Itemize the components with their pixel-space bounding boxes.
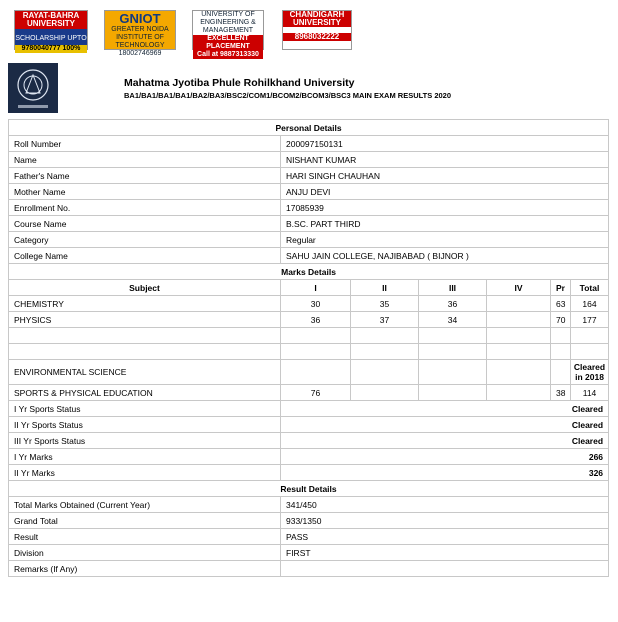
- university-title: Mahatma Jyotiba Phule Rohilkhand University: [124, 77, 355, 89]
- table-row: [9, 401, 609, 417]
- col-header: IV: [487, 280, 551, 296]
- table-row: [9, 545, 609, 561]
- row-label: Category: [9, 232, 281, 248]
- row-value: 17085939: [281, 200, 609, 216]
- mark-cell: 34: [419, 312, 487, 328]
- university-logo: [8, 63, 58, 113]
- col-header: Subject: [9, 280, 281, 296]
- mark-cell: 30: [281, 296, 351, 312]
- table-row: [9, 136, 609, 152]
- empty-row: [9, 344, 609, 360]
- table-row: [9, 561, 609, 577]
- table-row: [9, 433, 609, 449]
- ad-contact: 9780040777 100%: [15, 45, 87, 53]
- total-cell: Cleared in 2018: [571, 360, 609, 385]
- table-row: [9, 248, 609, 264]
- col-header: II: [351, 280, 419, 296]
- table-row: [9, 360, 609, 385]
- table-row: [9, 296, 609, 312]
- row-value: B.SC. PART THIRD: [281, 216, 609, 232]
- col-header: III: [419, 280, 487, 296]
- table-row: [9, 184, 609, 200]
- row-value: 326: [281, 465, 609, 481]
- ad-contact: Call at 9887313330: [193, 51, 263, 59]
- marks-header-row: [9, 280, 609, 296]
- result-details-heading: Result Details: [9, 481, 609, 497]
- ad-contact: 18002746969: [118, 50, 162, 57]
- table-row: [9, 497, 609, 513]
- mark-cell: 37: [351, 312, 419, 328]
- table-row: [9, 216, 609, 232]
- row-value: ANJU DEVI: [281, 184, 609, 200]
- row-label: Remarks (If Any): [9, 561, 281, 577]
- row-value: Regular: [281, 232, 609, 248]
- table-row: [9, 465, 609, 481]
- table-row: [9, 449, 609, 465]
- ad-uem[interactable]: [192, 10, 264, 58]
- row-label: Roll Number: [9, 136, 281, 152]
- col-header: Pr: [551, 280, 571, 296]
- row-value: 200097150131: [281, 136, 609, 152]
- table-row: [9, 200, 609, 216]
- mark-cell: [419, 385, 487, 401]
- table-row: [9, 417, 609, 433]
- result-table: [8, 119, 609, 577]
- row-label: II Yr Marks: [9, 465, 281, 481]
- table-row: [9, 513, 609, 529]
- table-row: [9, 232, 609, 248]
- ad-title: UNIVERSITY OF ENGINEERING & MANAGEMENT: [200, 11, 256, 34]
- subject-cell: PHYSICS: [9, 312, 281, 328]
- mark-cell: [487, 385, 551, 401]
- row-label: Total Marks Obtained (Current Year): [9, 497, 281, 513]
- row-value: Cleared: [281, 433, 609, 449]
- row-label: Enrollment No.: [9, 200, 281, 216]
- subject-cell: SPORTS & PHYSICAL EDUCATION: [9, 385, 281, 401]
- table-row: [9, 152, 609, 168]
- ad-text: SCHOLARSHIP UPTO: [15, 35, 87, 42]
- mark-cell: 36: [281, 312, 351, 328]
- col-header: Total: [571, 280, 609, 296]
- col-header: I: [281, 280, 351, 296]
- row-value: FIRST: [281, 545, 609, 561]
- ad-title: CHANDIGARH UNIVERSITY: [283, 11, 351, 27]
- row-label: Course Name: [9, 216, 281, 232]
- row-label: Grand Total: [9, 513, 281, 529]
- row-value: Cleared: [281, 401, 609, 417]
- row-label: Result: [9, 529, 281, 545]
- row-value: HARI SINGH CHAUHAN: [281, 168, 609, 184]
- row-label: Mother Name: [9, 184, 281, 200]
- ad-title: RAYAT-BAHRA UNIVERSITY: [15, 11, 87, 29]
- ad-text: EXCELLENT PLACEMENT: [193, 35, 263, 51]
- row-value: PASS: [281, 529, 609, 545]
- mark-cell: 38: [551, 385, 571, 401]
- table-row: [9, 168, 609, 184]
- row-label: Division: [9, 545, 281, 561]
- row-value: NISHANT KUMAR: [281, 152, 609, 168]
- table-row: [9, 312, 609, 328]
- marks-details-heading: Marks Details: [9, 264, 609, 280]
- row-value: 933/1350: [281, 513, 609, 529]
- total-cell: 164: [571, 296, 609, 312]
- mark-cell: [351, 385, 419, 401]
- table-row: [9, 529, 609, 545]
- total-cell: 177: [571, 312, 609, 328]
- row-value: 341/450: [281, 497, 609, 513]
- mark-cell: [487, 312, 551, 328]
- ad-chandigarh[interactable]: [282, 10, 352, 50]
- ad-rayat-bahra[interactable]: [14, 10, 88, 50]
- row-label: I Yr Marks: [9, 449, 281, 465]
- row-value: Cleared: [281, 417, 609, 433]
- ad-title: GNIOT: [119, 11, 161, 26]
- ad-gniot[interactable]: [104, 10, 176, 57]
- row-label: Father's Name: [9, 168, 281, 184]
- personal-details-heading: Personal Details: [9, 120, 609, 136]
- mark-cell: 63: [551, 296, 571, 312]
- page-header: [124, 77, 451, 100]
- mark-cell: 35: [351, 296, 419, 312]
- row-label: Name: [9, 152, 281, 168]
- total-cell: 114: [571, 385, 609, 401]
- row-value: SAHU JAIN COLLEGE, NAJIBABAD ( BIJNOR ): [281, 248, 609, 264]
- mark-cell: 70: [551, 312, 571, 328]
- empty-row: [9, 328, 609, 344]
- table-row: [9, 385, 609, 401]
- row-value: [281, 561, 609, 577]
- ad-contact: 8968032222: [283, 33, 351, 41]
- row-value: 266: [281, 449, 609, 465]
- subject-cell: CHEMISTRY: [9, 296, 281, 312]
- exam-subtitle: BA1/BA1/BA1/BA1/BA2/BA3/BSC2/COM1/BCOM2/BCOM3/BSC3 MAIN EXAM RESULTS 2020: [124, 91, 452, 100]
- subject-cell: ENVIRONMENTAL SCIENCE: [9, 360, 281, 385]
- row-label: College Name: [9, 248, 281, 264]
- mark-cell: 76: [281, 385, 351, 401]
- row-label: III Yr Sports Status: [9, 433, 281, 449]
- row-label: I Yr Sports Status: [9, 401, 281, 417]
- row-label: II Yr Sports Status: [9, 417, 281, 433]
- ad-text: GREATER NOIDA INSTITUTE OF TECHNOLOGY: [111, 26, 169, 49]
- mark-cell: 36: [419, 296, 487, 312]
- mark-cell: [487, 296, 551, 312]
